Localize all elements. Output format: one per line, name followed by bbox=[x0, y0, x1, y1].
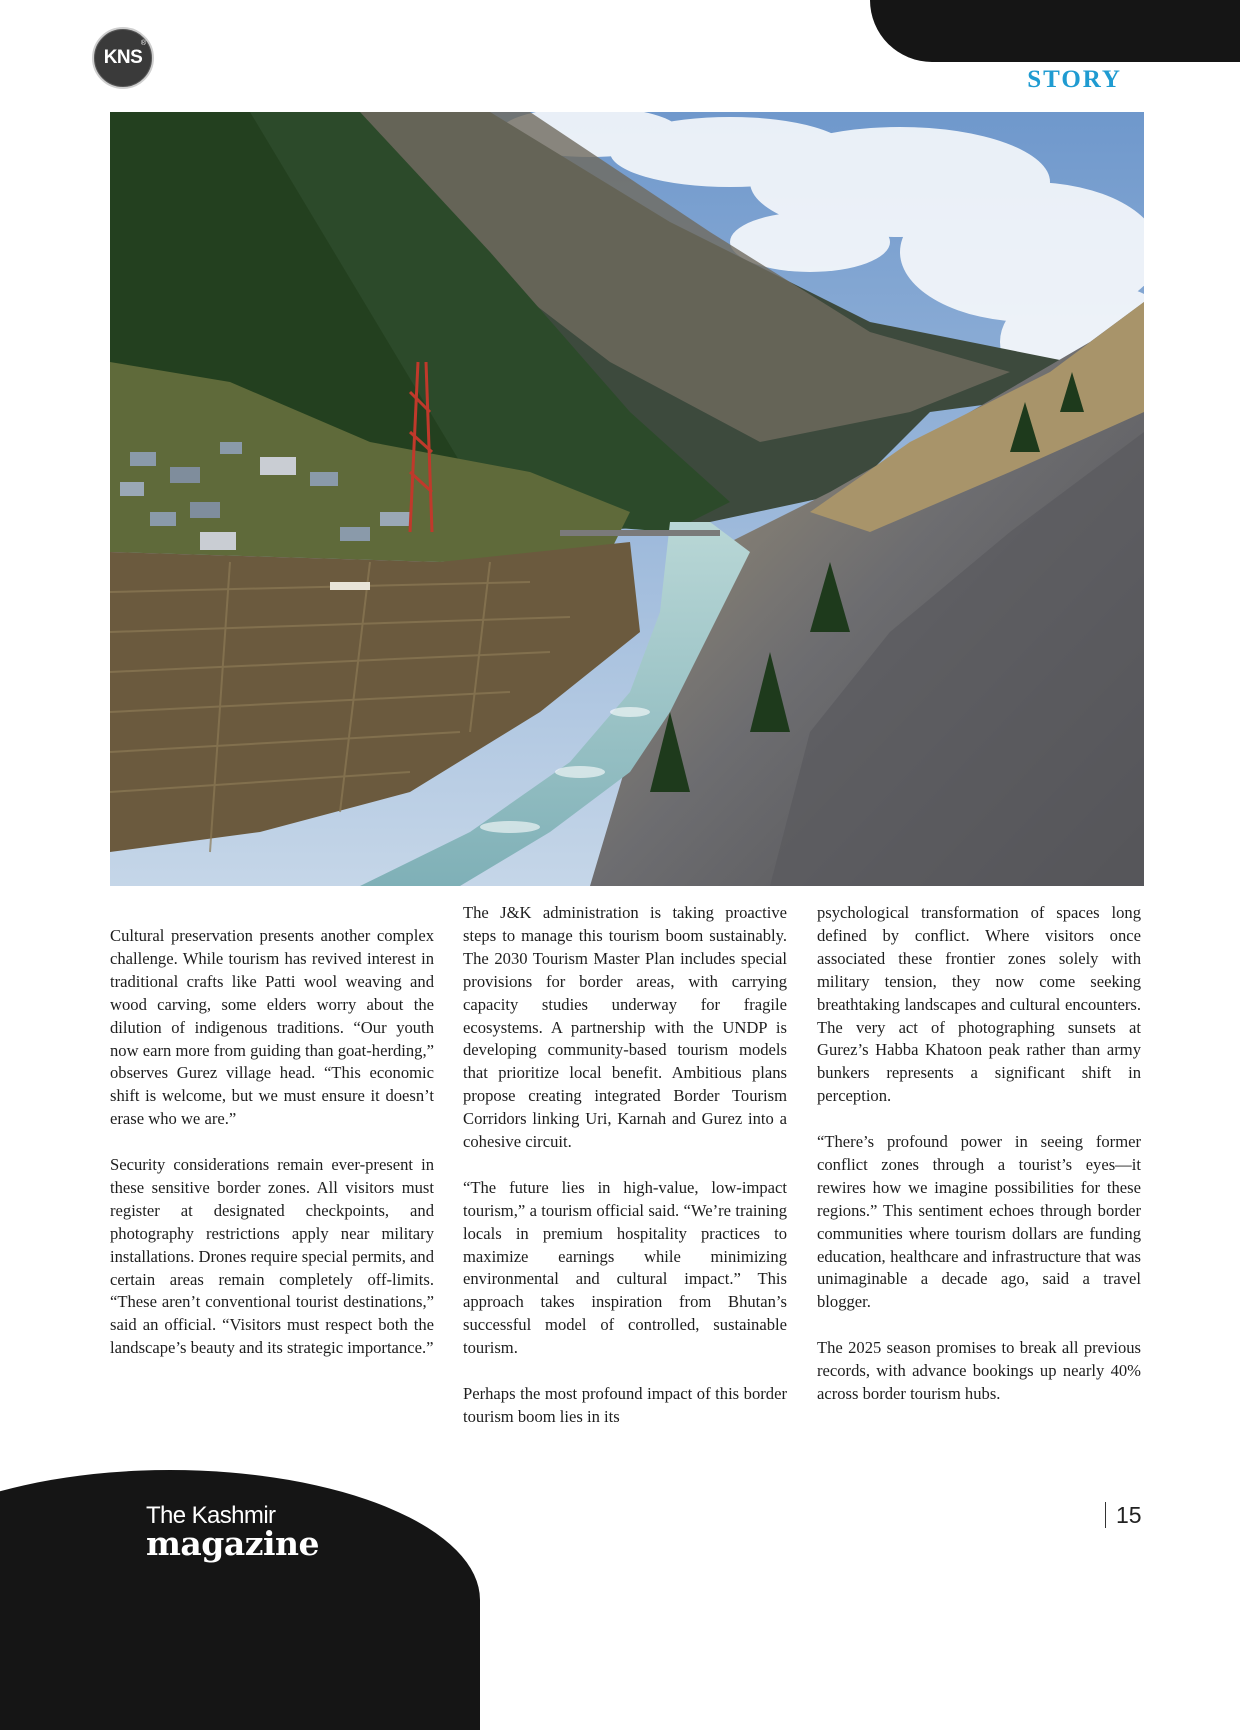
paragraph: The 2025 season promises to break all previous records, with advance bookings up nearly 40% across border tourism hubs. bbox=[817, 1338, 1141, 1403]
article-column-2 bbox=[463, 902, 787, 1429]
registered-mark: ® bbox=[140, 40, 146, 47]
section-label: STORY bbox=[1027, 66, 1122, 93]
paragraph: psychological transformation of spaces long defined by conflict. Where visitors once associated these frontier zones solely with military tension, they now come seeking breathtaking landscapes and cultural encounters. The very act of photographing sunsets at Gurez’s Habba Khatoon peak rather than army bunkers represents a significant shift in perception. bbox=[817, 903, 1141, 1106]
paragraph: Perhaps the most profound impact of this border tourism boom lies in its bbox=[463, 1384, 787, 1426]
paragraph: Cultural preservation presents another complex challenge. While tourism has revived interest in traditional crafts like Patti wool weaving and wood carving, some elders worry about the dilution of indigenous traditions. “Our youth now earn more from guiding than goat-herding,” observes Gurez village head. “This economic shift is welcome, but we must ensure it doesn’t erase who we are.” bbox=[110, 926, 434, 1129]
brand-top-line: The Kashmir bbox=[146, 1502, 276, 1529]
paragraph: “There’s profound power in seeing former conflict zones through a tourist’s eyes—it rewires how we imagine possibilities for these regions.” This sentiment echoes through border communities where tourism dollars are funding education, healthcare and infrastructure that was unimaginable a decade ago, said a travel blogger. bbox=[817, 1132, 1141, 1312]
logo-text: KNS bbox=[103, 47, 143, 68]
paragraph: Security considerations remain ever-present in these sensitive border zones. All visitors must register at designated checkpoints, and photography restrictions apply near military installations. Drones require special permits, and certain areas remain completely off-limits. “These aren’t conventional tourist destinations,” said an official. “Visitors must respect both the landscape’s beauty and its strategic importance.” bbox=[110, 1155, 434, 1358]
kns-logo bbox=[92, 27, 154, 89]
article-column-1 bbox=[110, 925, 434, 1360]
mountain-valley-river-village-photo bbox=[110, 112, 1144, 886]
paragraph: “The future lies in high-value, low-impact tourism,” a tourism official said. “We’re training locals in premium hospitality practices to maximize earnings while minimizing environmental and cultural impact.” This approach takes inspiration from Bhutan’s successful model of controlled, sustainable tourism. bbox=[463, 1177, 787, 1358]
paragraph: The J&K administration is taking proactive steps to manage this tourism boom sustainably. The 2030 Tourism Master Plan includes special provisions for border areas, with carrying capacity studies underway for fragile ecosystems. A partnership with the UNDP is developing community-based tourism models that prioritize local benefit. Ambitious plans propose creating integrated Border Tourism Corridors linking Uri, Karnah and Gurez into a cohesive circuit. bbox=[463, 903, 787, 1152]
top-corner-band bbox=[870, 0, 1240, 62]
article-column-3 bbox=[817, 902, 1141, 1406]
page-number: 15 bbox=[1105, 1502, 1142, 1528]
magazine-brand bbox=[146, 1502, 320, 1563]
brand-bottom-line: magazine bbox=[146, 1524, 320, 1563]
